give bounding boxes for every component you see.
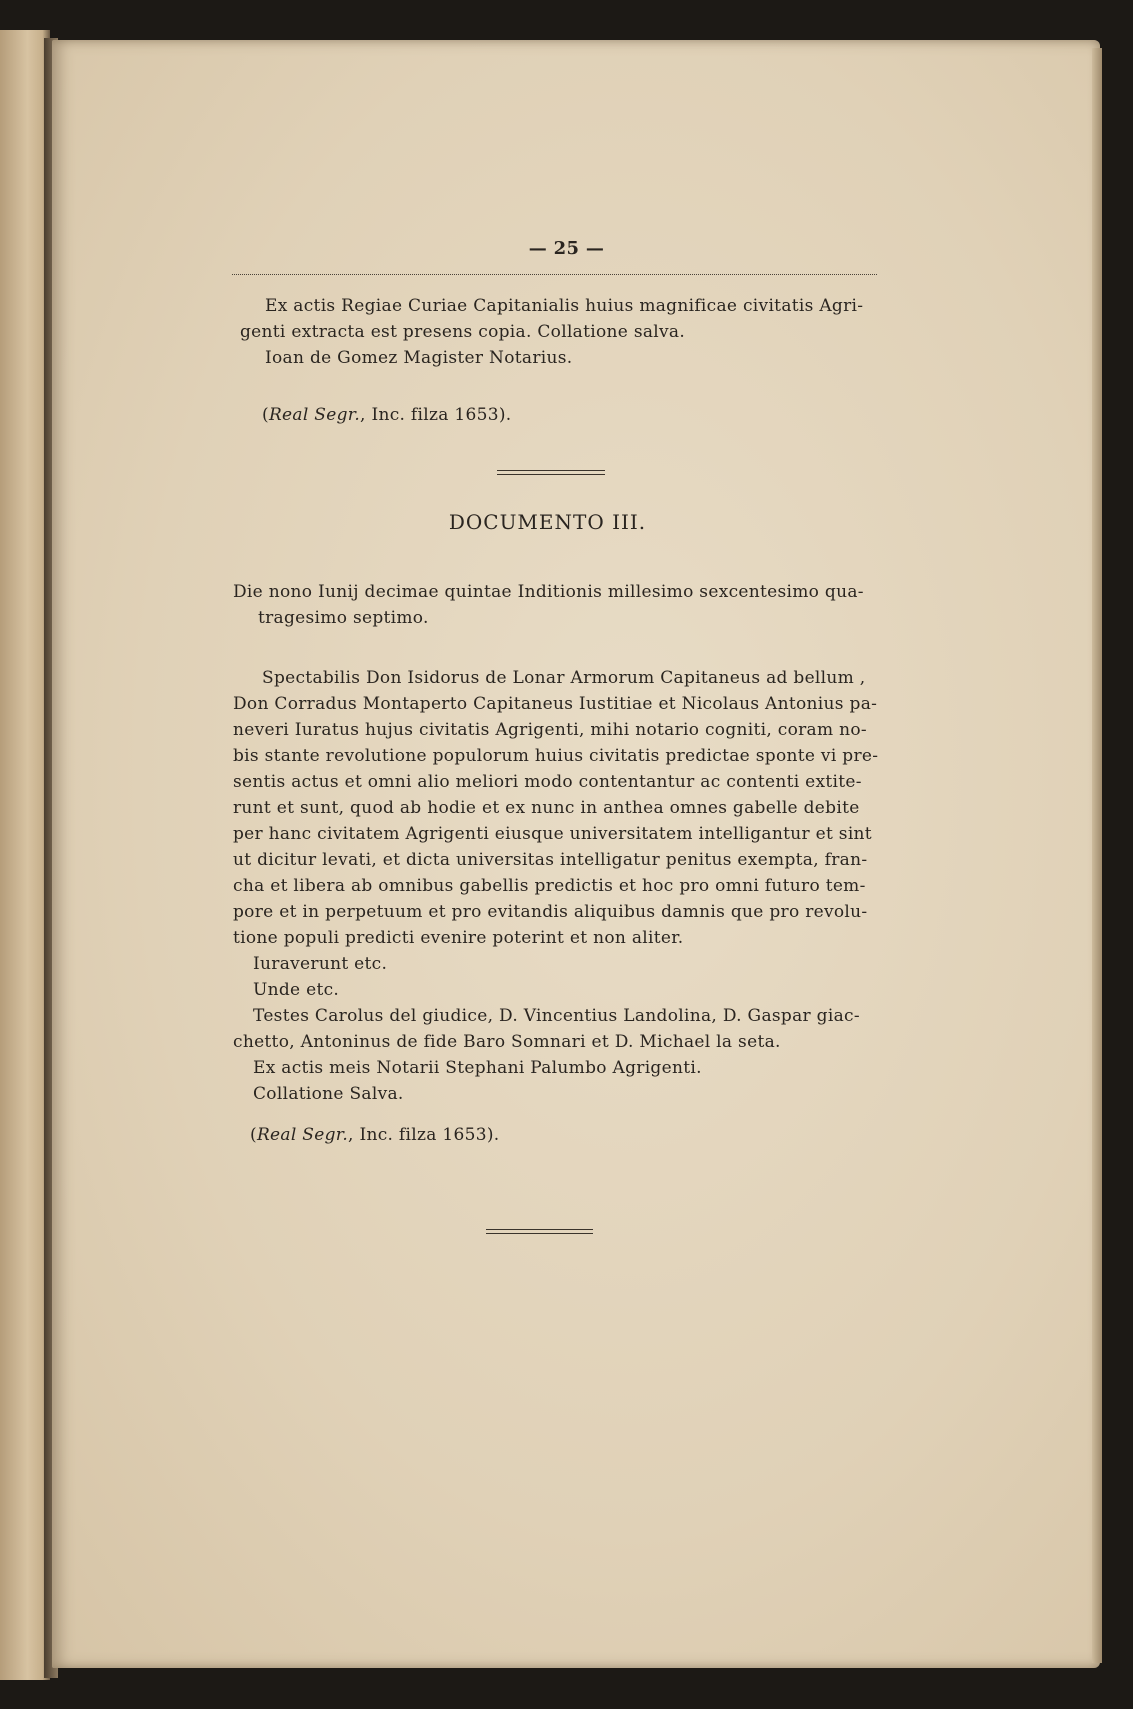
doc3-body-line: bis stante revolutione populorum huius civitatis predictae sponte vi pre-	[233, 746, 879, 766]
doc3-body-line: Iuraverunt etc.	[253, 954, 388, 974]
right-page-edge	[1092, 48, 1102, 1663]
doc3-body-line: Ex actis meis Notarii Stephani Palumbo Agrigenti.	[253, 1058, 702, 1078]
doc3-body-line: neveri Iuratus hujus civitatis Agrigenti, mihi notario cogniti, coram no-	[233, 720, 867, 740]
doc3-body-line: Spectabilis Don Isidorus de Lonar Armorum Capitaneus ad bellum ,	[262, 668, 866, 688]
doc3-body-line: ut dicitur levati, et dicta universitas intelligatur penitus exempta, fran-	[233, 850, 868, 870]
header-dotted-rule	[232, 274, 877, 275]
doc2-closing-line: Ex actis Regiae Curiae Capitanialis huius magnificae civitatis Agri-	[265, 296, 864, 316]
doc2-closing-line: Ioan de Gomez Magister Notarius.	[265, 348, 573, 368]
doc2-closing-line: genti extracta est presens copia. Collatione salva.	[240, 322, 686, 342]
source-detail: , Inc. filza 1653).	[348, 1125, 500, 1145]
end-double-rule	[486, 1229, 593, 1234]
section-double-rule	[497, 470, 605, 475]
source-detail: , Inc. filza 1653).	[360, 405, 512, 425]
document-title: DOCUMENTO III.	[448, 510, 647, 534]
doc3-body-line: runt et sunt, quod ab hodie et ex nunc in anthea omnes gabelle debite	[233, 798, 860, 818]
doc3-body-line: Testes Carolus del giudice, D. Vincentius Landolina, D. Gaspar giac-	[253, 1006, 860, 1026]
doc3-body-line: Unde etc.	[253, 980, 340, 1000]
left-page-edge	[0, 30, 50, 1680]
doc3-date-line: Die nono Iunij decimae quintae Inditionis millesimo sexcentesimo qua-	[233, 582, 864, 602]
doc3-body-line: tione populi predicti evenire poterint et non aliter.	[233, 928, 684, 948]
doc3-body-line: sentis actus et omni alio meliori modo contentantur ac contenti extite-	[233, 772, 862, 792]
doc3-body-line: per hanc civitatem Agrigenti eiusque universitatem intelligantur et sint	[233, 824, 872, 844]
doc3-source-citation: (Real Segr., Inc. filza 1653).	[250, 1125, 500, 1145]
source-title: Real Segr.	[268, 405, 361, 425]
doc3-body-line: Collatione Salva.	[253, 1084, 404, 1104]
doc3-body-line: cha et libera ab omnibus gabellis predictis et hoc pro omni futuro tem-	[233, 876, 866, 896]
source-title: Real Segr.	[256, 1125, 349, 1145]
doc3-body-line: pore et in perpetuum et pro evitandis aliquibus damnis que pro revolu-	[233, 902, 868, 922]
doc3-date-line: tragesimo septimo.	[258, 608, 429, 628]
doc2-source-citation: (Real Segr., Inc. filza 1653).	[262, 405, 512, 425]
page-number: — 25 —	[528, 238, 605, 259]
doc3-body-line: Don Corradus Montaperto Capitaneus Iustitiae et Nicolaus Antonius pa-	[233, 694, 878, 714]
doc3-body-line: chetto, Antoninus de fide Baro Somnari et D. Michael la seta.	[233, 1032, 781, 1052]
